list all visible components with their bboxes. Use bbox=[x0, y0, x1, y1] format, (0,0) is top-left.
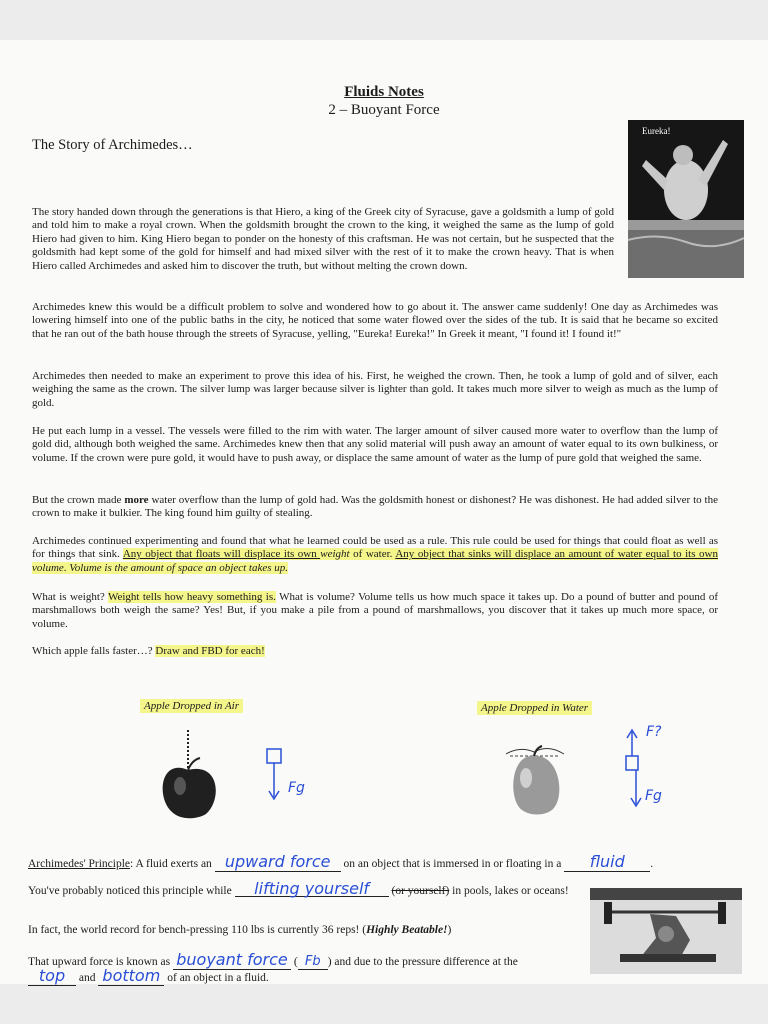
caption-air: Apple Dropped in Air bbox=[140, 699, 243, 713]
page-title: Fluids Notes bbox=[344, 84, 424, 100]
fbd-air-force-label: Fg bbox=[288, 780, 305, 796]
paragraph-4: He put each lump in a vessel. The vessels were filled to the rim with water. The larger amount of silver caused more water to overflow than the lump of gold did, although both weighed the same. Archimedes knew then that any solid material will push away an amount of water equal to its own bulkiness, or volume. If the crown were pure gold, it would have to push away, or displace the same amount of water as the lump of pure gold that weighed the same. bbox=[32, 425, 718, 464]
bench-press-image bbox=[590, 888, 742, 974]
blank-bottom: bottom bbox=[98, 966, 164, 986]
section-heading: The Story of Archimedes… bbox=[32, 137, 193, 153]
buoyant-force-line: That upward force is known as buoyant force ( Fb ) and due to the pressure difference at the bbox=[28, 950, 518, 969]
archimedes-eureka-image bbox=[628, 120, 744, 278]
blank-fluid: fluid bbox=[564, 852, 650, 872]
paragraph-3: Archimedes then needed to make an experiment to prove this idea of his. First, he weighed the crown. Then, he took a lump of gold and of silver, each weighing the same as the crown. The silver lump was larger because silver is lighter than gold. It takes much more silver to weigh as much as the lump of gold. bbox=[32, 370, 718, 409]
page-subtitle: 2 – Buoyant Force bbox=[328, 102, 440, 118]
world-record-line: In fact, the world record for bench-pressing 110 lbs is currently 36 reps! (Highly Beatable!) bbox=[28, 924, 452, 936]
paragraph-5: But the crown made more water overflow than the lump of gold had. Was the goldsmith honest or dishonest? He was dishonest. He had added silver to the crown to make it bulkier. The king found him guilty of stealing. bbox=[32, 494, 718, 520]
fbd-air bbox=[262, 745, 312, 810]
blank-lifting-yourself: lifting yourself bbox=[235, 882, 389, 897]
top-bottom-line: top and bottom of an object in a fluid. bbox=[28, 966, 269, 986]
fbd-water-upward-label: F? bbox=[646, 724, 662, 740]
apple-water-drawing bbox=[500, 742, 570, 822]
paragraph-2: Archimedes knew this would be a difficult problem to solve and wondered how to go about it. The answer came suddenly! One day as Archimedes was lowering himself into one of the public baths in the city, he noticed that some water flowed over the sides of the tub. It is said that he became so excited that he ran out of the bath house through the streets of Syracuse, yelling, "Eureka! Eureka!" In Greek it meant, "I found it! I found it!" bbox=[32, 301, 718, 340]
caption-water: Apple Dropped in Water bbox=[477, 701, 592, 715]
eureka-label: Eureka! bbox=[642, 126, 671, 136]
paragraph-1: The story handed down through the generations is that Hiero, a king of the Greek city of Syracuse, gave a goldsmith a lump of gold and told him to make a royal crown. When the goldsmith brought the crown to the king, it weighed the same as the lump of gold Hiero had given to him. King Hiero began to ponder on the honesty of this craftsman. He was not certain, but he suspected that the goldsmith had kept some of the gold for himself and had mixed silver with the rest of it to make the crown heavy. That is when Hiero called Archimedes and asked him to discover the truth, but without melting the crown down. bbox=[32, 206, 614, 272]
paragraph-7: What is weight? Weight tells how heavy something is. What is volume? Volume tells us how much space it takes up. Do a pound of butter and pound of marshmallows both weigh the same? Yes! But, if you make a pile from a pound of marshmallows, you discover that it takes up much more space, or volume. bbox=[32, 591, 718, 630]
archimedes-principle-line: Archimedes' Principle: A fluid exerts an upward force on an object that is immersed in or floating in a fluid . bbox=[28, 852, 654, 871]
paragraph-6: Archimedes continued experimenting and found that what he learned could be used as a rule. This rule could be used for things that could float as well as for things that sink. Any object that floats will displace its own weight of water. Any object that sinks will displace an amount of water equal to its own volume. Volume is the amount of space an object takes up. bbox=[32, 535, 718, 574]
blank-buoyant-force: buoyant force bbox=[173, 950, 291, 970]
apple-air-drawing bbox=[150, 728, 240, 823]
blank-top: top bbox=[28, 966, 76, 986]
fbd-water-gravity-label: Fg bbox=[645, 788, 662, 804]
paragraph-8: Which apple falls faster…? Draw and FBD for each! bbox=[32, 645, 265, 657]
noticed-line: You've probably noticed this principle while lifting yourself (or yourself) in pools, lakes or oceans! bbox=[28, 879, 569, 898]
blank-fb-symbol: Fb bbox=[298, 954, 328, 970]
blank-upward-force: upward force bbox=[215, 852, 341, 872]
